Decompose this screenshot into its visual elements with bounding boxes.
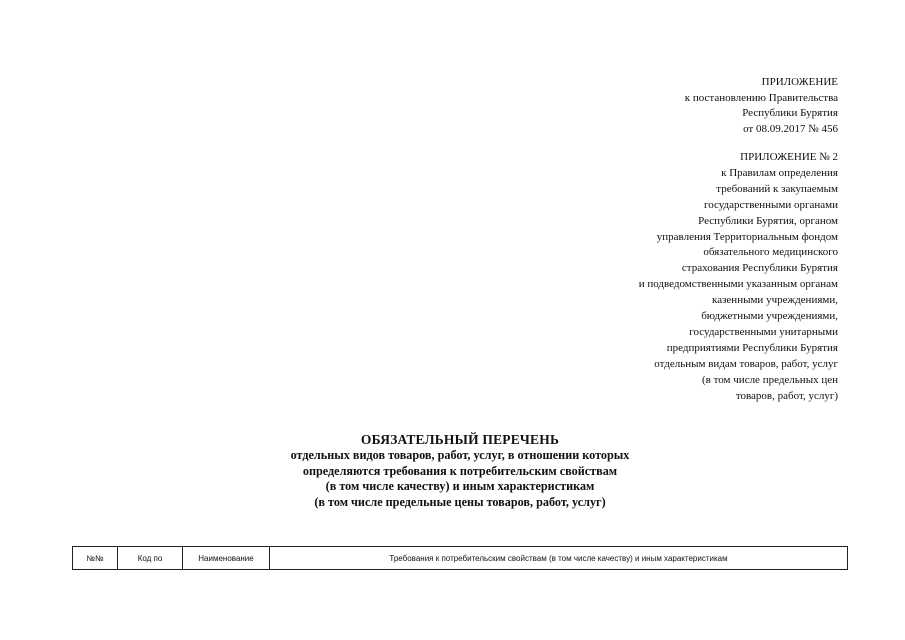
appendix-2-line: управления Территориальным фондом: [656, 230, 838, 243]
title-line: отдельных видов товаров, работ, услуг, в отношении которых: [290, 448, 630, 462]
appendix-2-line: товаров, работ, услуг): [735, 389, 838, 402]
appendix-2-line: (в том числе предельных цен: [702, 373, 838, 386]
appendix-2-line: отдельным видам товаров, работ, услуг: [654, 357, 838, 370]
appendix-2-line: казенными учреждениями,: [712, 294, 838, 307]
title-line: (в том числе предельные цены товаров, работ, услуг): [314, 494, 606, 509]
appendix-2-line: обязательного медицинского: [703, 246, 838, 259]
appendix-2-line: к Правилам определения: [721, 166, 838, 179]
appendix-2-line: государственными унитарными: [689, 325, 838, 338]
appendix-1-line: от 08.09.2017 № 456: [743, 122, 838, 135]
appendix-2-line: Республики Бурятия, органом: [698, 214, 838, 227]
appendix-1-header: [538, 75, 838, 137]
requirements-table: [72, 546, 848, 570]
appendix-2-line: предприятиями Республики Бурятия: [666, 341, 838, 354]
header-name: Наименование: [183, 547, 270, 570]
title-main: ОБЯЗАТЕЛЬНЫЙ ПЕРЕЧЕНЬ: [360, 432, 560, 447]
title-line: (в том числе качеству) и иным характеристикам: [325, 479, 595, 493]
appendix-1-line: ПРИЛОЖЕНИЕ: [761, 76, 838, 88]
table-header-row: [73, 547, 848, 570]
appendix-2-line: и подведомственными указанным органам: [638, 278, 838, 291]
appendix-2-header: [538, 150, 838, 405]
header-code: Код по: [118, 547, 183, 570]
appendix-1-line: Республики Бурятия: [742, 107, 838, 120]
document-title: [200, 431, 720, 510]
appendix-2-line: ПРИЛОЖЕНИЕ № 2: [740, 151, 838, 163]
appendix-2-line: страхования Республики Бурятия: [681, 262, 838, 275]
appendix-2-line: бюджетными учреждениями,: [701, 310, 838, 323]
title-line: определяются требования к потребительским свойствам: [302, 463, 618, 478]
appendix-2-line: требований к закупаемым: [716, 182, 838, 195]
appendix-1-line: к постановлению Правительства: [684, 91, 838, 104]
header-requirements: Требования к потребительским свойствам (в том числе качеству) и иным характеристикам: [270, 547, 848, 570]
appendix-2-line: государственными органами: [703, 198, 838, 211]
header-number: №№: [73, 547, 118, 570]
